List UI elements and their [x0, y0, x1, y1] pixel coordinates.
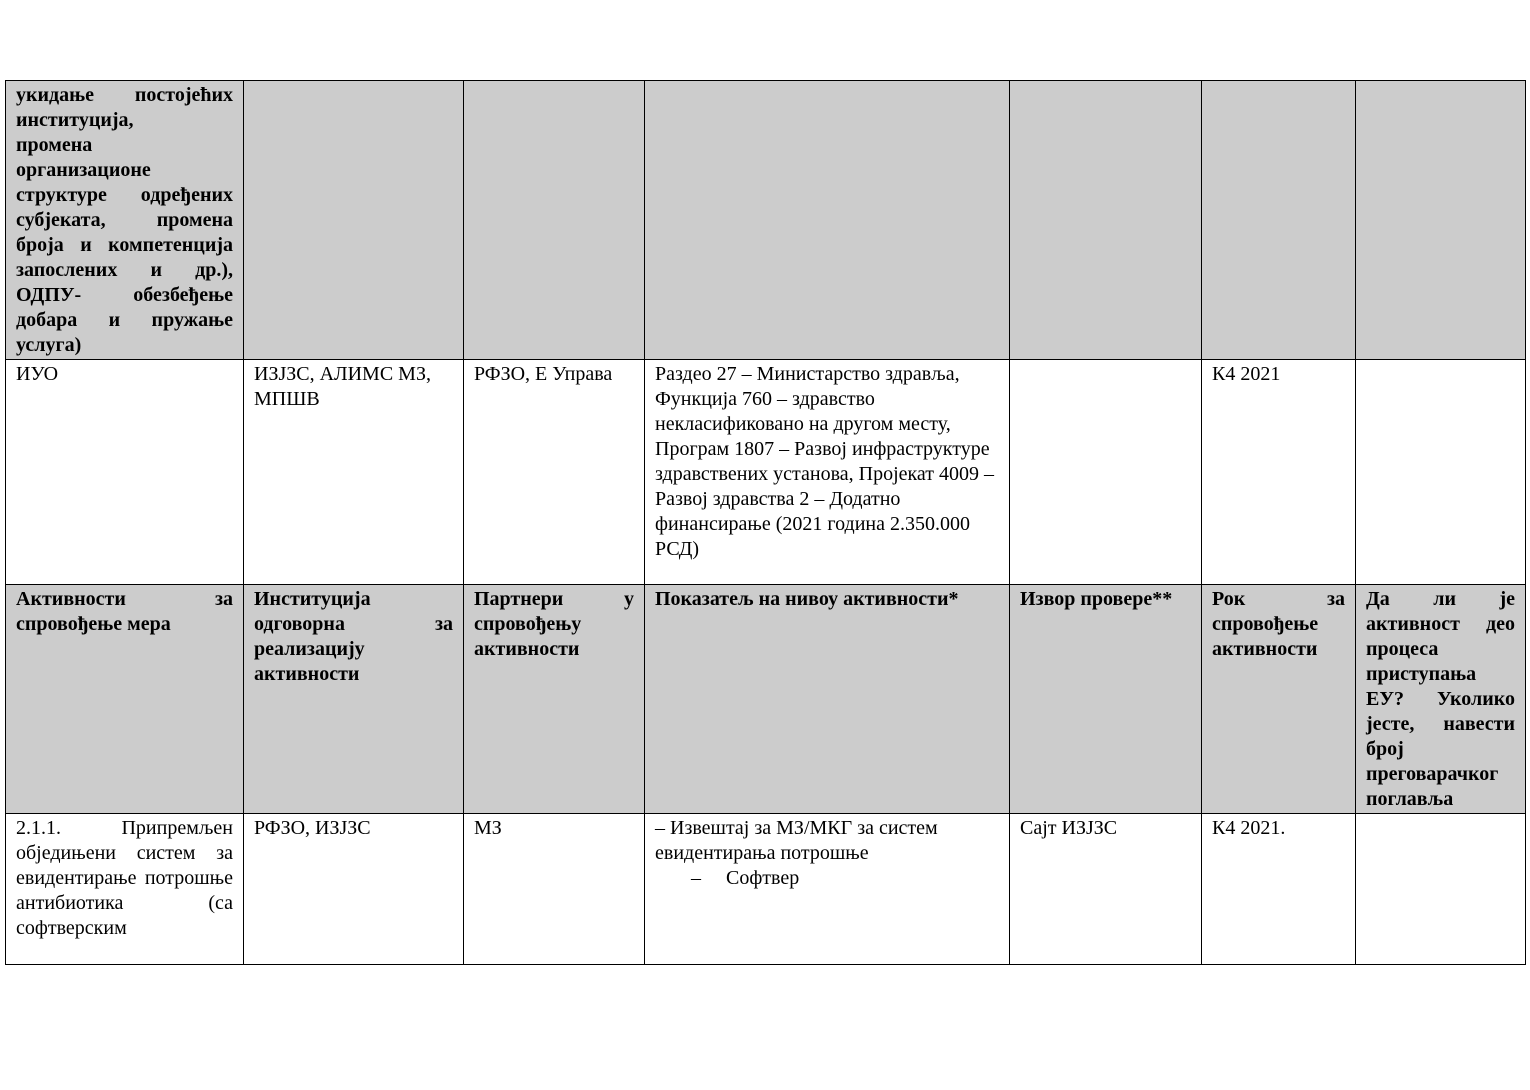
table-cell — [1202, 814, 1356, 965]
table-cell — [244, 81, 464, 360]
text-line: броја и компетенција — [16, 234, 233, 256]
table-header-cell — [464, 585, 645, 814]
table-cell — [464, 814, 645, 965]
table-header-cell — [645, 585, 1010, 814]
cell-text: ИУО — [16, 363, 59, 385]
text-line: запослених и др.), — [16, 259, 233, 281]
table-cell — [1202, 81, 1356, 360]
header-activities: Активности за спровођење мера — [16, 588, 233, 635]
table-cell — [1010, 814, 1202, 965]
table-cell — [645, 360, 1010, 585]
cell-text: РФЗО, ИЗЈЗС — [254, 817, 371, 839]
text-line: ОДПУ- обезбеђење — [16, 284, 233, 306]
table-cell — [1202, 360, 1356, 585]
table-header-cell — [1202, 585, 1356, 814]
table-row — [6, 814, 1526, 965]
activity-text: 2.1.1. Припремљен обједињени систем за евидентирање потрошње антибиотика (са софтверским — [16, 817, 233, 939]
table-cell — [1010, 360, 1202, 585]
text-line: услуга) — [16, 334, 82, 356]
table-header-row — [6, 585, 1526, 814]
cell-text: Сајт ИЗЈЗС — [1020, 817, 1118, 839]
table-cell — [1356, 81, 1526, 360]
header-partners: Партнери у спровођењу активности — [474, 588, 634, 660]
text-line: институција, — [16, 109, 134, 131]
table-header-cell — [1010, 585, 1202, 814]
deadline-text: К4 2021. — [1212, 817, 1286, 839]
table-cell — [1356, 814, 1526, 965]
deadline-text: К4 2021 — [1212, 363, 1281, 385]
measure-description — [16, 83, 233, 358]
header-indicator: Показатељ на нивоу активности* — [655, 588, 959, 610]
table-cell — [6, 81, 244, 360]
header-verification-source: Извор провере** — [1020, 588, 1173, 610]
cell-text: РФЗО, Е Управа — [474, 363, 613, 385]
table-cell — [1010, 81, 1202, 360]
table-row — [6, 360, 1526, 585]
table-cell — [1356, 360, 1526, 585]
table-cell — [244, 814, 464, 965]
document-table — [5, 80, 1526, 965]
text-line: укидање постојећих — [16, 84, 233, 106]
text-line: структуре одређених — [16, 184, 233, 206]
cell-text: МЗ — [474, 817, 502, 839]
header-deadline: Рок за спровођење активности — [1212, 588, 1345, 660]
text-line: добара и пружање — [16, 309, 233, 331]
table-header-cell — [1356, 585, 1526, 814]
text-line: субјеката, промена — [16, 209, 233, 231]
table-cell — [244, 360, 464, 585]
table-row — [6, 81, 1526, 360]
table-header-cell — [244, 585, 464, 814]
text-line: организационе — [16, 159, 151, 181]
header-institution: Институција одговорна за реализацију активности — [254, 588, 453, 685]
header-eu-accession: Да ли је активност део процеса приступања ЕУ? Уколико јесте, навести број преговарачког поглавља — [1366, 588, 1515, 810]
table-cell — [645, 81, 1010, 360]
table-cell — [464, 81, 645, 360]
indicator-item: – Софтвер — [691, 867, 800, 889]
cell-text: ИЗЈЗС, АЛИМС МЗ, МПШВ — [254, 363, 431, 410]
text-line: промена — [16, 134, 93, 156]
table-cell — [6, 360, 244, 585]
indicator-item: – Извештај за МЗ/МКГ за систем евидентирања потрошње — [655, 817, 938, 864]
table-cell — [645, 814, 1010, 965]
table-cell — [464, 360, 645, 585]
table-header-cell — [6, 585, 244, 814]
table-cell — [6, 814, 244, 965]
funding-source-text: Раздео 27 – Министарство здравља, Функција 760 – здравство некласификовано на другом месту, Програм 1807 – Развој инфраструктуре здравствених установа, Пројекат 4009 – Развој здравства 2 – Додатно финансирање (2021 година 2.350.000 РСД) — [655, 363, 995, 560]
